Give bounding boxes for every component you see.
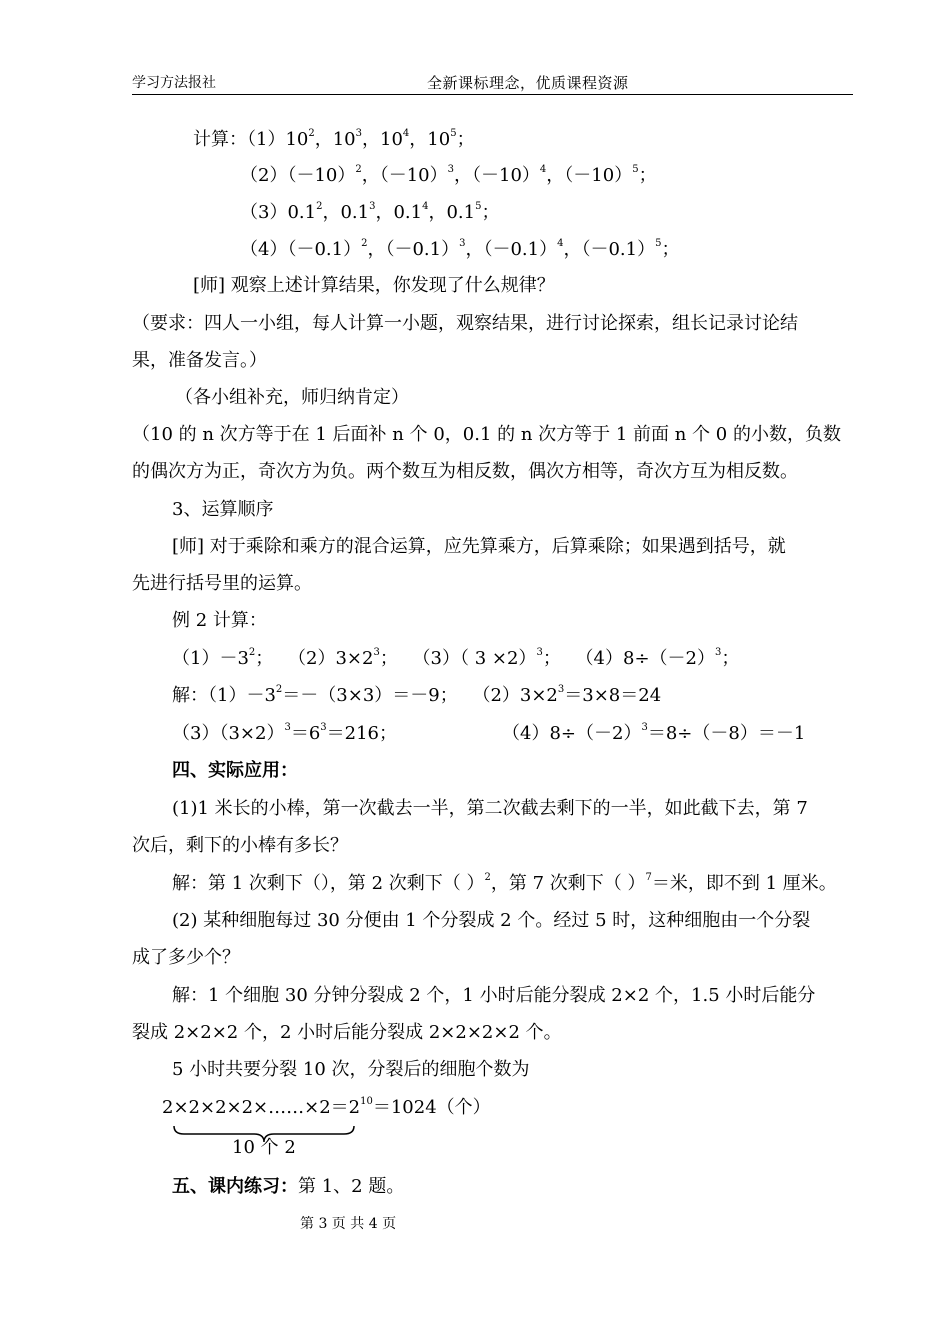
example-2-solution-1: 解：$(1)-3^2=-(3\times 3)=-9$； $(2)3\times 2^3=3\times 8=24$ <box>172 684 662 706</box>
brace-label: 10 个 2 <box>232 1137 296 1158</box>
example-2-heading: 例 2 计算： <box>172 610 267 631</box>
calc-line-1: 计算：$(1)10^2$，$10^3$，$10^4$，$10^5$； <box>193 128 475 150</box>
problem-2-line-2: 成了多少个？ <box>132 947 240 968</box>
problem-1-line-1: (1)1 米长的小棒，第一次截去一半，第二次截去剩下的一半，如此截下去，第 7 <box>172 798 808 819</box>
example-2-problems: $(1)-3^2$； $(2)3\times 2^3$； （3）（ 3 ×2）$^3$； $(4)8\div(-2)^3$； <box>172 647 740 669</box>
section-order-heading: 3、运算顺序 <box>172 499 274 520</box>
calc-line-3: $(3)0.1^2$，$0.1^3$，$0.1^4$，$0.1^5$； <box>240 201 500 223</box>
example-2-solution-2: $(3)(3\times 2)^3=6^3=216$； <box>172 722 398 744</box>
problem-1-solution: 解：第 1 次剩下（），第 2 次剩下（ ）$^2$，第 7 次剩下（ ）$^7$＝米，即不到 1 厘米。 <box>172 872 837 894</box>
page-header <box>132 70 853 95</box>
problem-1-line-2: 次后，剩下的小棒有多长？ <box>132 835 348 856</box>
multiplication-formula: $2\times 2\times 2\times 2\times\dots\dots\times 2=2^{10}=1024$（个） <box>162 1096 491 1118</box>
problem-2-line-1: (2) 某种细胞每过 30 分便由 1 个分裂成 2 个。经过 5 时，这种细胞由一个分裂 <box>172 910 811 931</box>
publisher-name: 学习方法报社 <box>132 75 216 91</box>
order-rule-line-2: 先进行括号里的运算。 <box>132 573 312 594</box>
section-application-heading: 四、实际应用： <box>172 760 298 781</box>
calc-line-4: $(4)(-0.1)^2$，$(-0.1)^3$，$(-0.1)^4$，$(-0.1)^5$； <box>240 238 680 260</box>
requirement-line-2: 果，准备发言。） <box>132 350 267 371</box>
example-2-solution-3: $(4)8\div(-2)^3=8\div(-8)=-1$ <box>502 722 806 744</box>
page-number: 第 3 页 共 4 页 <box>300 1216 397 1232</box>
rule-line-2: 的偶次方为正，奇次方为负。两个数互为相反数，偶次方相等，奇次方互为相反数。 <box>132 461 798 482</box>
header-slogan: 全新课标理念，优质课程资源 <box>427 74 629 92</box>
rule-line-1: （10 的 n 次方等于在 1 后面补 n 个 0，0.1 的 n 次方等于 1 前面 n 个 0 的小数，负数 <box>132 424 841 445</box>
teacher-question: [师] 观察上述计算结果，你发现了什么规律？ <box>193 275 555 296</box>
calc-line-2: $(2)(-10)^2$，$(-10)^3$，$(-10)^4$，$(-10)^5$； <box>240 164 657 186</box>
problem-2-solution-1: 解：1 个细胞 30 分钟分裂成 2 个，1 小时后能分裂成 2×2 个，1.5 小时后能分 <box>172 985 816 1006</box>
group-supplement: （各小组补充，师归纳肯定） <box>175 387 409 408</box>
problem-2-solution-2: 裂成 2×2×2 个，2 小时后能分裂成 2×2×2×2 个。 <box>132 1022 562 1043</box>
problem-2-solution-3: 5 小时共要分裂 10 次，分裂后的细胞个数为 <box>172 1059 530 1080</box>
order-rule-line-1: [师] 对于乘除和乘方的混合运算，应先算乘方，后算乘除；如果遇到括号，就 <box>172 536 786 557</box>
section-exercise: 五、课内练习：第 1、2 题。 <box>172 1176 405 1197</box>
requirement-line-1: （要求：四人一小组，每人计算一小题，观察结果，进行讨论探索，组长记录讨论结 <box>132 313 798 334</box>
